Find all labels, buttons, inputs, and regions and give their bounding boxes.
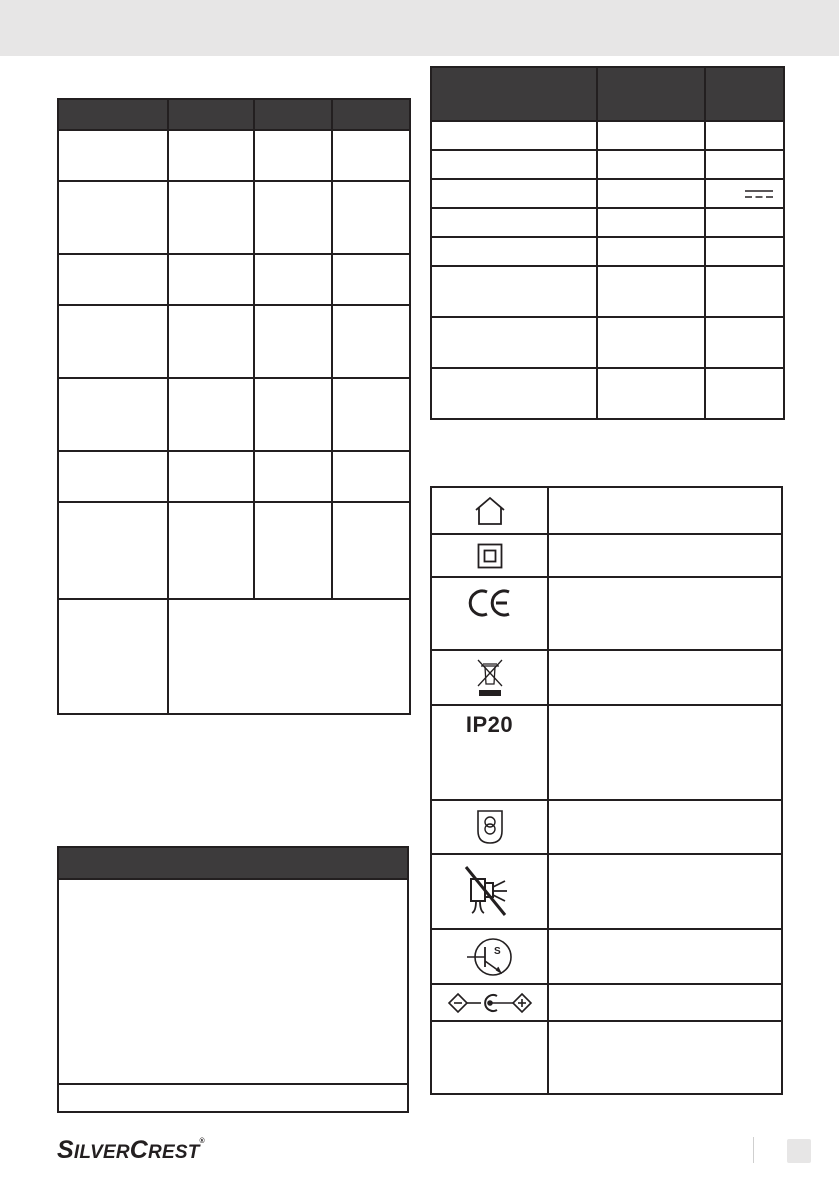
crossed-adapter-icon bbox=[461, 863, 519, 921]
switch-mode-psu-icon bbox=[463, 935, 517, 979]
table-row bbox=[58, 254, 410, 305]
table-row bbox=[58, 599, 410, 714]
page-number-box bbox=[787, 1139, 811, 1163]
symbol-row bbox=[431, 800, 782, 854]
safety-transformer-icon bbox=[476, 809, 504, 845]
left-data-table bbox=[57, 98, 411, 715]
table-row bbox=[431, 266, 784, 317]
table-row bbox=[58, 305, 410, 378]
table-row bbox=[431, 208, 784, 237]
table-row bbox=[58, 451, 410, 502]
symbol-row bbox=[431, 487, 782, 534]
symbol-row bbox=[431, 1021, 782, 1094]
table-row bbox=[58, 502, 410, 599]
table-row bbox=[431, 237, 784, 266]
symbol-row bbox=[431, 577, 782, 650]
double-square-icon bbox=[477, 543, 503, 569]
table-header-row bbox=[58, 847, 408, 879]
table-row bbox=[431, 368, 784, 419]
house-icon bbox=[473, 495, 507, 527]
table-row bbox=[58, 1084, 408, 1112]
symbol-row bbox=[431, 705, 782, 800]
svg-text:S: S bbox=[493, 945, 501, 957]
symbol-description bbox=[548, 929, 782, 984]
info-box-table bbox=[57, 846, 409, 1113]
page-separator bbox=[753, 1137, 754, 1163]
symbol-description bbox=[548, 1021, 782, 1094]
symbol-description bbox=[548, 534, 782, 577]
symbol-description bbox=[548, 650, 782, 705]
symbol-row bbox=[431, 854, 782, 929]
table-header-row bbox=[58, 99, 410, 130]
symbol-description bbox=[548, 984, 782, 1021]
table-row bbox=[431, 317, 784, 368]
symbols-table bbox=[430, 486, 783, 1095]
table-row bbox=[431, 179, 784, 208]
silvercrest-logo: SILVERCREST® bbox=[57, 1136, 205, 1164]
table-header-row bbox=[431, 67, 784, 121]
polarity-icon bbox=[447, 991, 533, 1015]
symbol-row bbox=[431, 534, 782, 577]
symbol-description bbox=[548, 487, 782, 534]
table-row bbox=[58, 378, 410, 451]
empty-icon-cell bbox=[431, 1021, 548, 1094]
table-row bbox=[431, 150, 784, 179]
ip-rating-label: IP20 bbox=[465, 712, 514, 737]
table-row bbox=[58, 130, 410, 181]
symbol-description bbox=[548, 577, 782, 650]
symbol-description bbox=[548, 705, 782, 800]
top-bar bbox=[0, 0, 839, 56]
crossed-bin-icon bbox=[476, 658, 504, 698]
direct-current-icon bbox=[745, 189, 773, 199]
table-row bbox=[58, 879, 408, 1084]
table-row bbox=[58, 181, 410, 254]
table-row bbox=[431, 121, 784, 150]
symbol-description bbox=[548, 854, 782, 929]
right-data-table bbox=[430, 66, 785, 420]
symbol-description bbox=[548, 800, 782, 854]
ce-mark-icon bbox=[468, 588, 512, 618]
symbol-row bbox=[431, 984, 782, 1021]
symbol-row bbox=[431, 929, 782, 984]
symbol-row bbox=[431, 650, 782, 705]
